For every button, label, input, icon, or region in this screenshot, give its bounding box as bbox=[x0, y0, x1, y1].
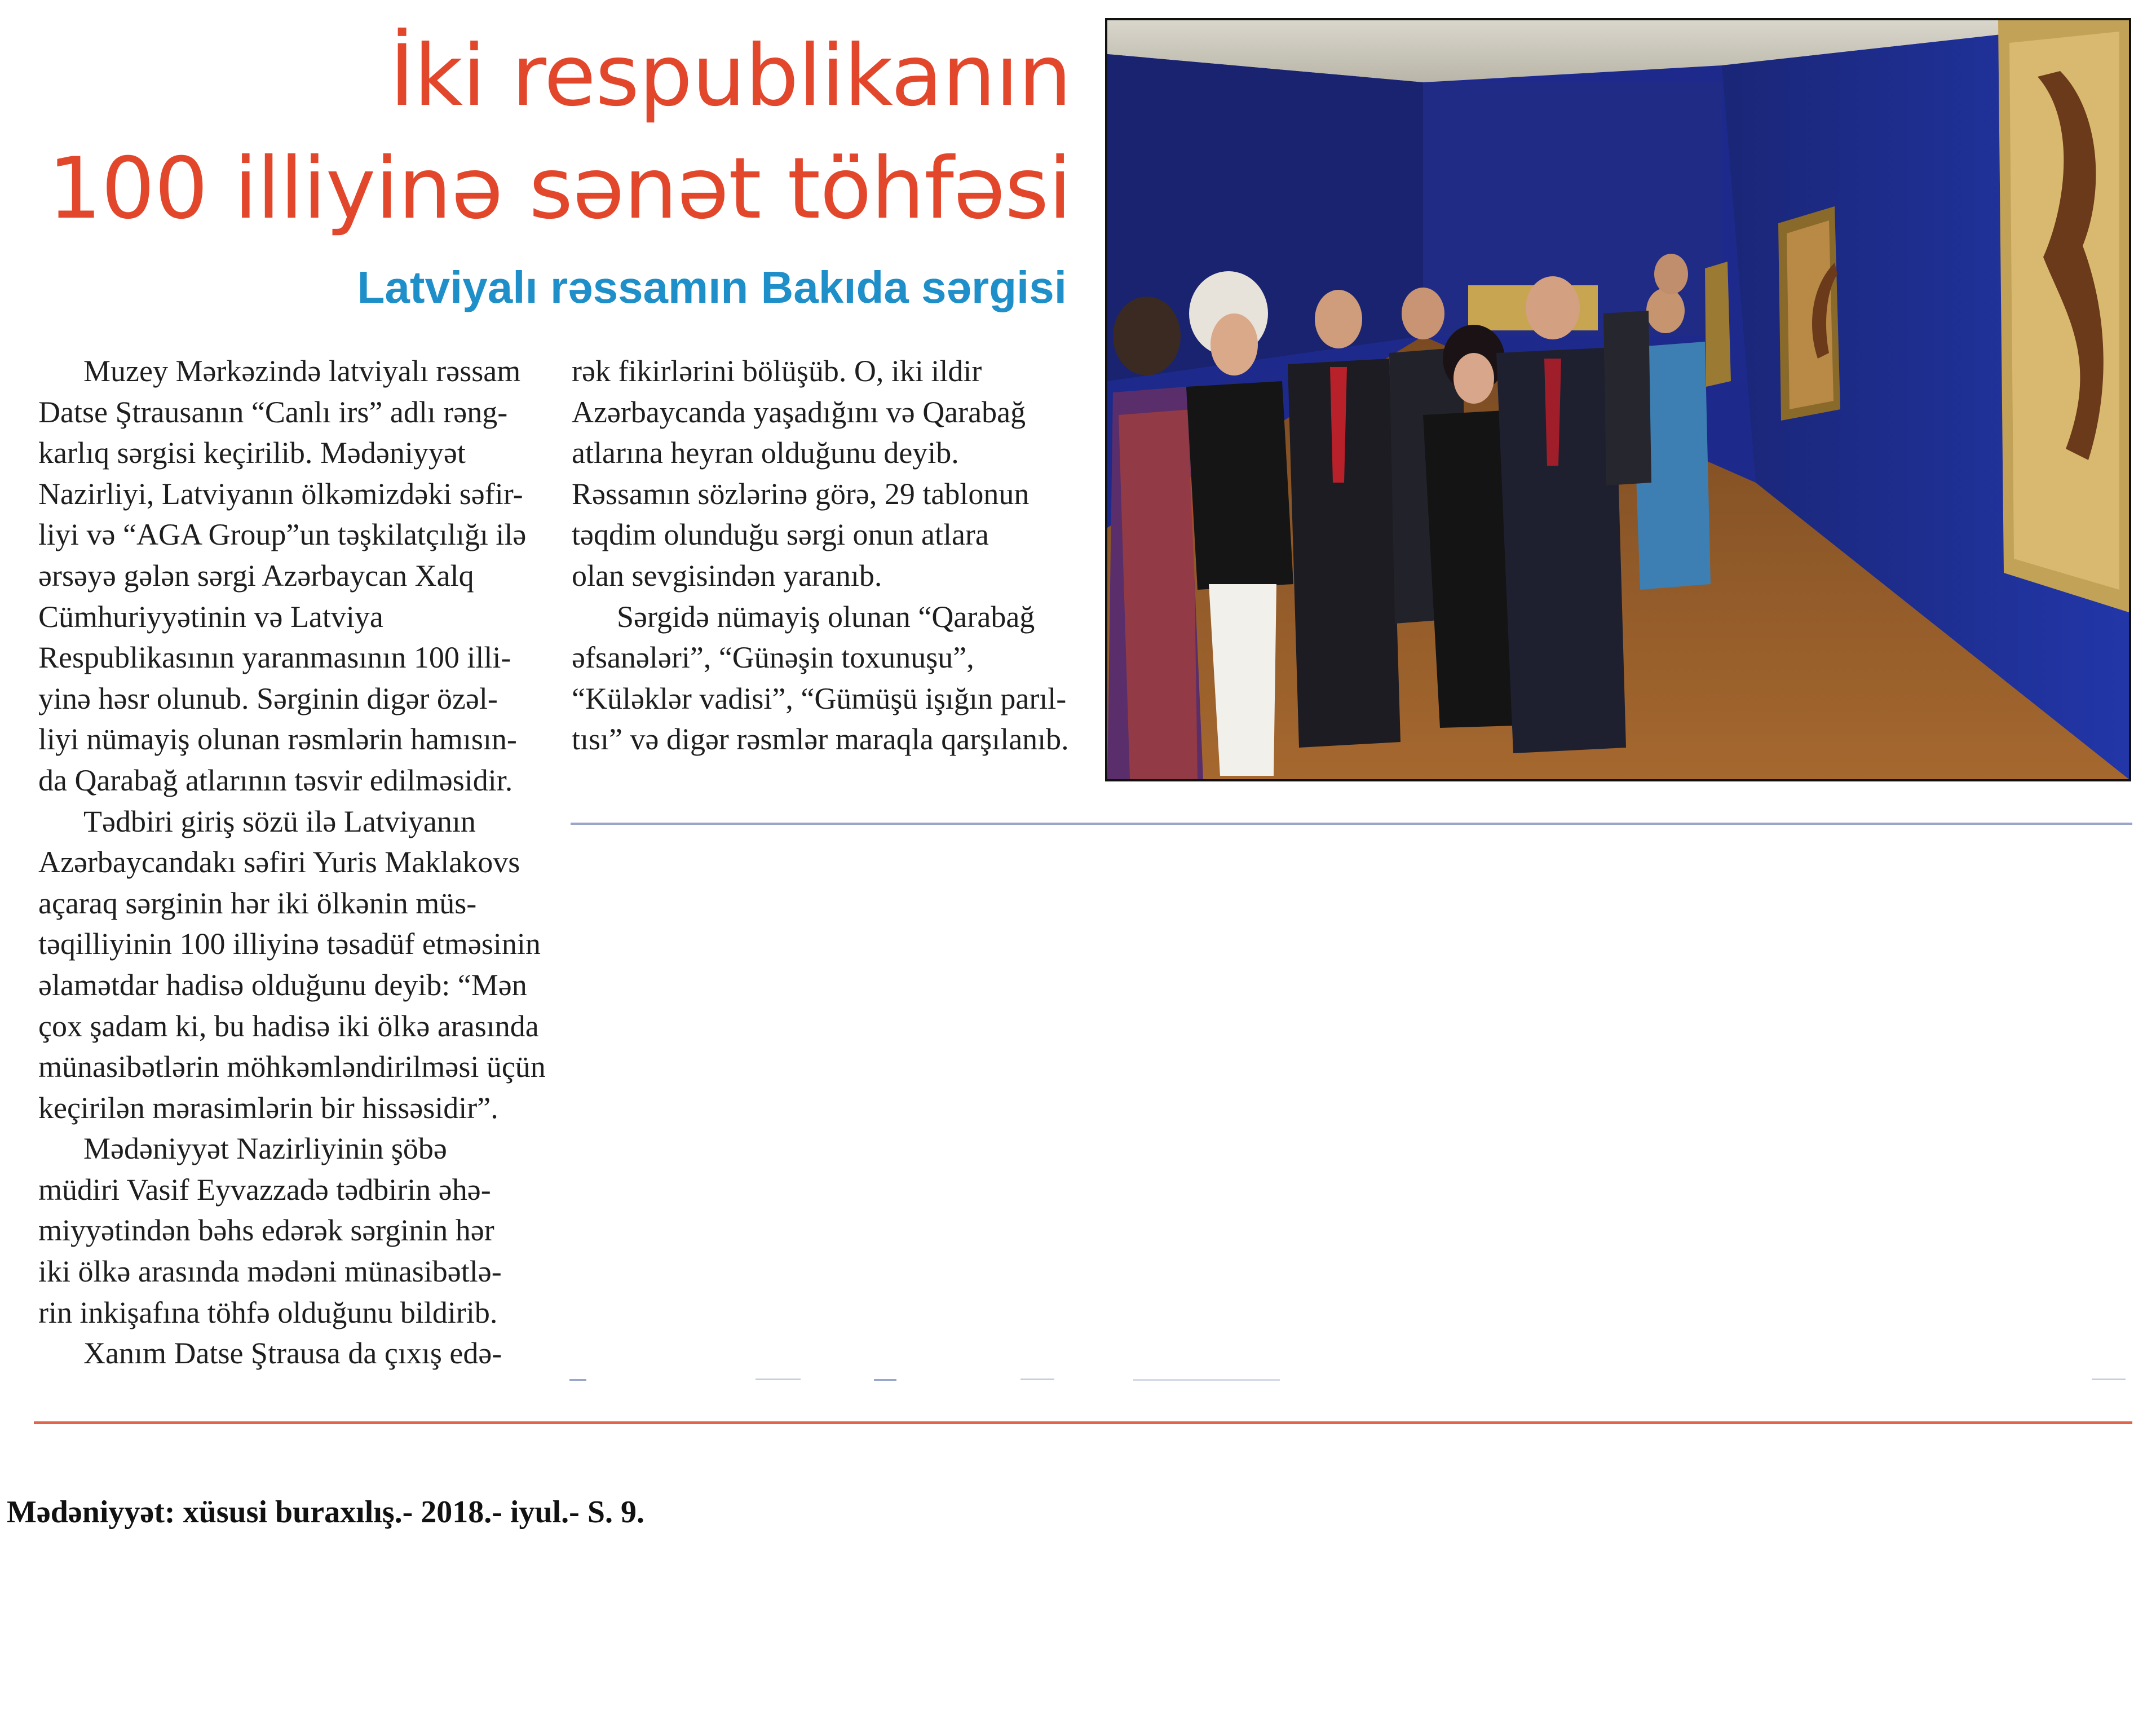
article-text-line: Respublikasının yaranmasının 100 illi- bbox=[38, 640, 511, 675]
article-text-line: da Qarabağ atlarının təsvir edilməsidir. bbox=[38, 763, 513, 797]
article-text-line: atlarına heyran olduğunu deyib. bbox=[572, 436, 959, 470]
article-text-line: Tədbiri giriş sözü ilə Latviyanın bbox=[83, 804, 476, 838]
article-text-line: əfsanələri”, “Günəşin toxunuşu”, bbox=[572, 640, 974, 675]
article-column-right bbox=[572, 351, 1073, 760]
headline-line-1: İki respublikanın bbox=[389, 27, 1071, 125]
article-text-line: əlamətdar hadisə olduğunu deyib: “Mən bbox=[38, 967, 527, 1002]
article-text-line: olan sevgisindən yaranıb. bbox=[572, 558, 882, 593]
article-text-line: Xanım Datse Ştrausa da çıxış edə- bbox=[83, 1336, 502, 1371]
article-text-line: “Küləklər vadisi”, “Gümüşü işığın parıl- bbox=[572, 681, 1067, 715]
article-text-line: Muzey Mərkəzində latviyalı rəssam bbox=[83, 354, 521, 388]
article-text-line: rək fikirlərini bölüşüb. O, iki ildir bbox=[572, 354, 982, 388]
print-specks bbox=[569, 1376, 2131, 1384]
article-text-line: Mədəniyyət Nazirliyinin şöbə bbox=[83, 1132, 447, 1166]
article-text-line: Sərgidə nümayiş olunan “Qarabağ bbox=[617, 599, 1035, 634]
article-text-line: miyyətindən bəhs edərək sərginin hər bbox=[38, 1213, 494, 1248]
article-text-line: tısı” və digər rəsmlər maraqla qarşılanıb. bbox=[572, 722, 1069, 757]
article-text-line: karlıq sərgisi keçirilib. Mədəniyyət bbox=[38, 436, 466, 470]
headline-line-2: 100 illiyinə sənət töhfəsi bbox=[47, 140, 1071, 238]
article-text-line: təqdim olunduğu sərgi onun atlara bbox=[572, 518, 989, 552]
section-divider-red bbox=[34, 1421, 2132, 1424]
article-text-line: Azərbaycanda yaşadığını və Qarabağ bbox=[572, 395, 1026, 429]
article-text-line: münasibətlərin möhkəmləndirilməsi üçün bbox=[38, 1050, 546, 1084]
exhibition-photo-illustration bbox=[1107, 20, 2129, 779]
article-text-line: təqilliyinin 100 illiyinə təsadüf etməsinin bbox=[38, 927, 541, 961]
source-citation: Mədəniyyət: xüsusi buraxılış.- 2018.- iyul.- S. 9. bbox=[7, 1495, 644, 1530]
article-text-line: Rəssamın sözlərinə görə, 29 tablonun bbox=[572, 476, 1030, 511]
article-text-line: liyi və “AGA Group”un təşkilatçılığı ilə bbox=[38, 518, 527, 552]
article-column-left bbox=[38, 351, 546, 1374]
article-text-line: açaraq sərginin hər iki ölkənin müs- bbox=[38, 886, 477, 920]
section-divider-blue bbox=[571, 823, 2132, 825]
article-text-line: Azərbaycandakı səfiri Yuris Maklakovs bbox=[38, 845, 520, 880]
subheadline: Latviyalı rəssamın Bakıda sərgisi bbox=[357, 262, 1067, 312]
article-text-line: rin inkişafına töhfə olduğunu bildirib. bbox=[38, 1295, 498, 1329]
exhibition-photo bbox=[1105, 18, 2131, 781]
article-text-line: Nazirliyi, Latviyanın ölkəmizdəki səfir- bbox=[38, 476, 523, 511]
article-text-line: liyi nümayiş olunan rəsmlərin hamısın- bbox=[38, 722, 517, 757]
article-text-line: yinə həsr olunub. Sərginin digər özəl- bbox=[38, 681, 498, 715]
article-text-line: keçirilən mərasimlərin bir hissəsidir”. bbox=[38, 1090, 498, 1125]
article-text-line: müdiri Vasif Eyvazzadə tədbirin əhə- bbox=[38, 1172, 491, 1207]
article-text-line: çox şadam ki, bu hadisə iki ölkə arasında bbox=[38, 1009, 539, 1043]
article-text-line: Cümhuriyyətinin və Latviya bbox=[38, 599, 383, 634]
article-text-line: Datse Ştrausanın “Canlı irs” adlı rəng- bbox=[38, 395, 508, 429]
article-text-line: iki ölkə arasında mədəni münasibətlə- bbox=[38, 1254, 502, 1289]
article-text-line: ərsəyə gələn sərgi Azərbaycan Xalq bbox=[38, 558, 474, 593]
